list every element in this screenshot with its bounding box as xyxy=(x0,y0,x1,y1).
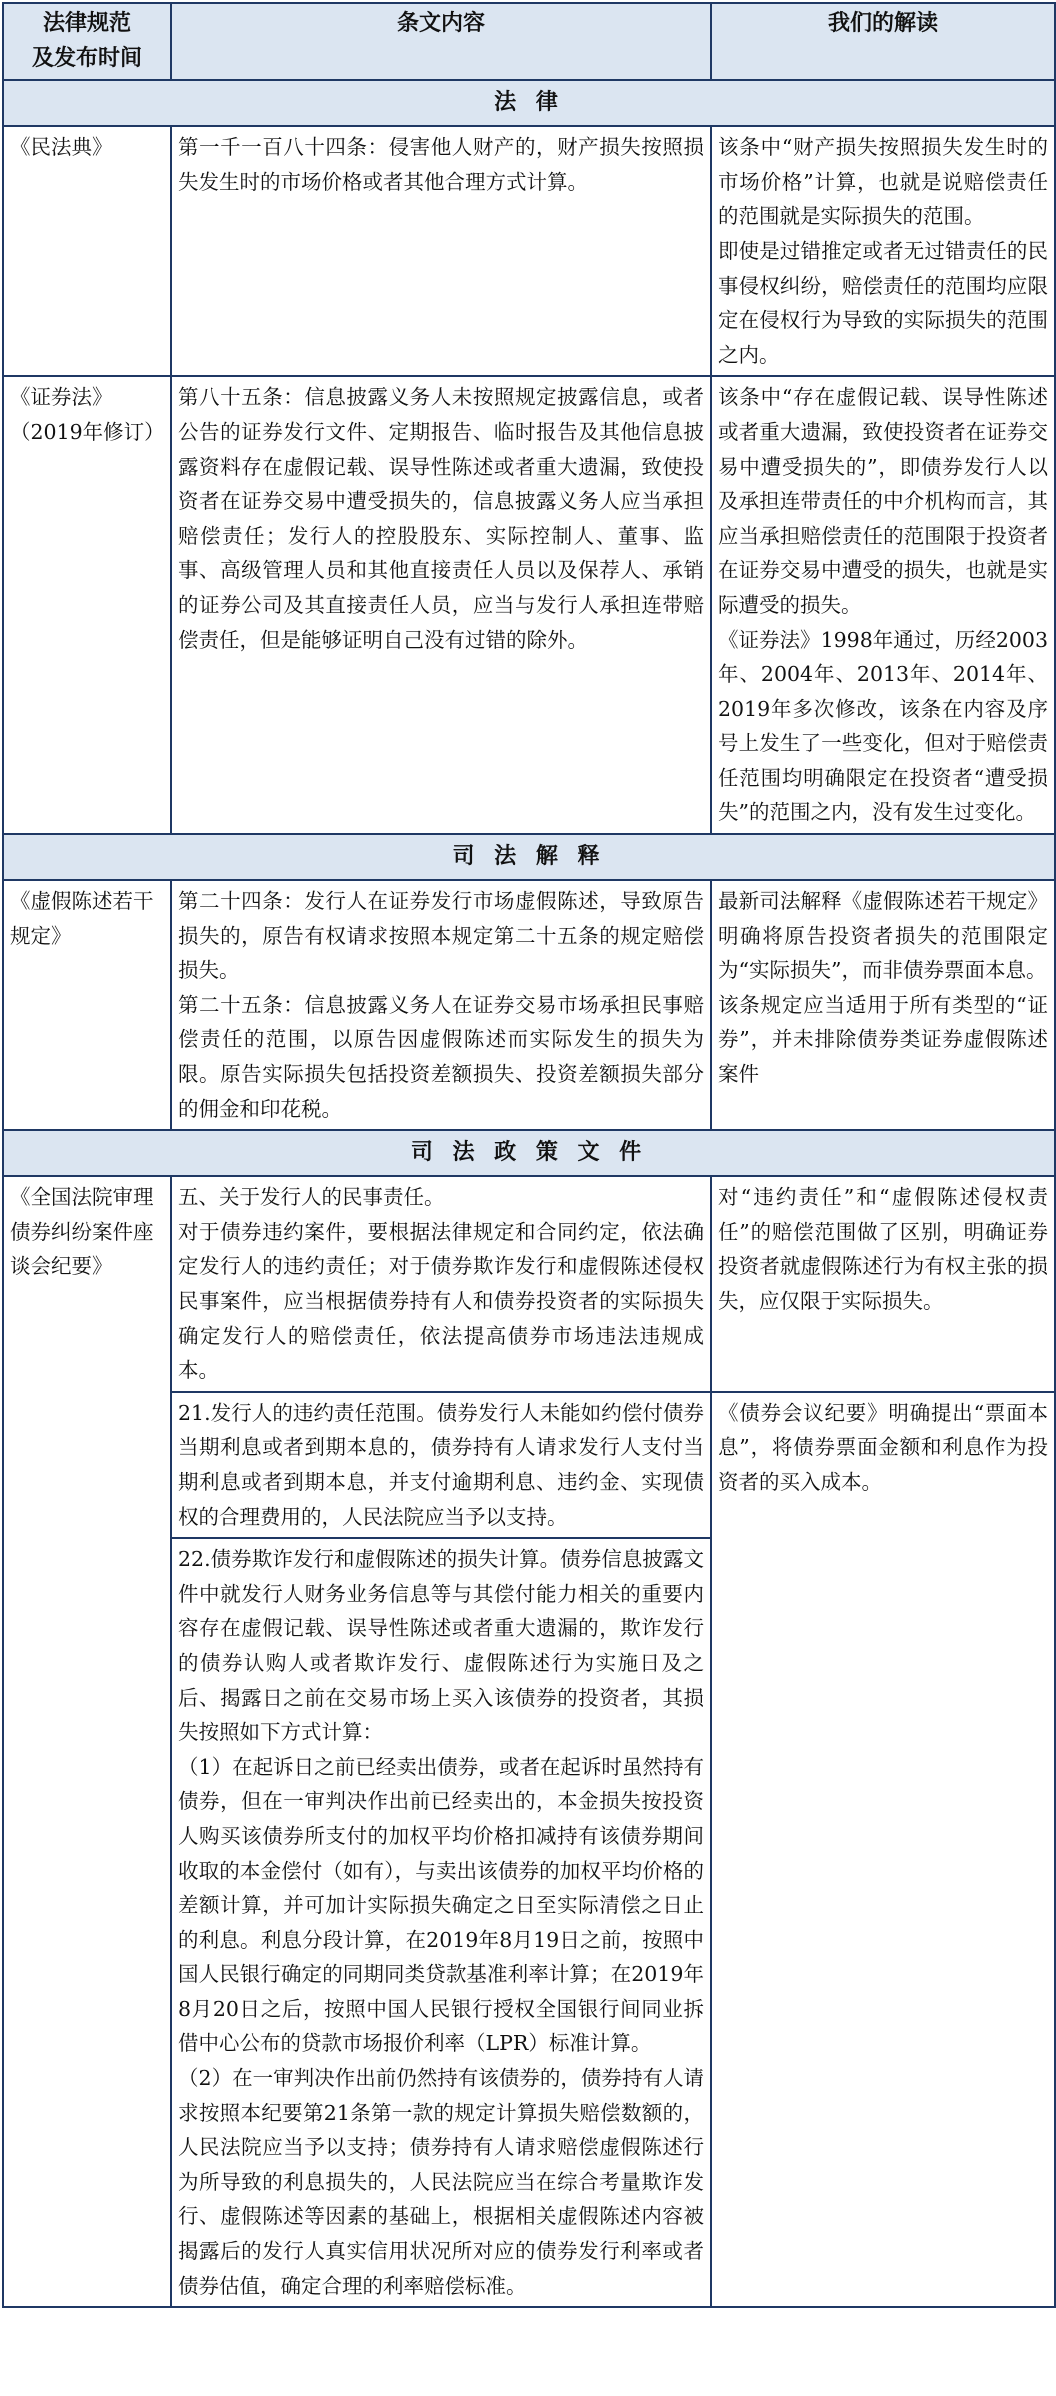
section-title: 司 法 政 策 文 件 xyxy=(3,1130,1055,1176)
interpretation-paragraph: 最新司法解释《虚假陈述若干规定》明确将原告投资者损失的范围限定为“实际损失”，而非债券票面本息。 xyxy=(718,889,1048,983)
content-paragraph: 第一千一百八十四条：侵害他人财产的，财产损失按照损失发生时的市场价格或者其他合理方式计算。 xyxy=(178,135,704,194)
law-name: 《虚假陈述若干规定》 xyxy=(3,880,171,1130)
section-row-law xyxy=(3,80,1055,126)
content-cell xyxy=(171,1176,711,1392)
section-row-judicial-interpretation xyxy=(3,834,1055,880)
content-paragraph: 第二十五条：信息披露义务人在证券交易市场承担民事赔偿责任的范围，以原告因虚假陈述而实际发生的损失为限。原告实际损失包括投资差额损失、投资差额损失部分的佣金和印花税。 xyxy=(178,992,704,1121)
regulation-table-container xyxy=(2,2,1054,2308)
interpretation-paragraph: 对“违约责任”和“虚假陈述侵权责任”的赔偿范围做了区别，明确证券投资者就虚假陈述行为有权主张的损失，应仅限于实际损失。 xyxy=(718,1185,1048,1313)
content-paragraph: 22.债券欺诈发行和虚假陈述的损失计算。债券信息披露文件中就发行人财务业务信息等与其偿付能力相关的重要内容存在虚假记载、误导性陈述或者重大遗漏的，欺诈发行的债券认购人或者欺诈发行、虚假陈述行为实施日及之后、揭露日之前在交易市场上买入该债券的投资者，其损失按照如下方式计算： xyxy=(178,1547,704,1745)
header-law-line2: 及发布时间 xyxy=(31,45,142,71)
section-title: 司 法 解 释 xyxy=(3,834,1055,880)
header-interpretation: 我们的解读 xyxy=(711,3,1055,80)
law-name: 《证券法》（2019年修订） xyxy=(3,376,171,834)
header-law xyxy=(3,3,171,80)
content-cell xyxy=(171,1392,711,1538)
table-row xyxy=(3,126,1055,376)
content-paragraph: 五、关于发行人的民事责任。 xyxy=(178,1185,445,1210)
header-law-line1: 法律规范 xyxy=(42,11,131,36)
table-row xyxy=(3,376,1055,834)
interpretation-cell xyxy=(711,376,1055,834)
content-cell xyxy=(171,376,711,834)
content-cell xyxy=(171,1538,711,2307)
table-row xyxy=(3,880,1055,1130)
content-paragraph: 第二十四条：发行人在证券发行市场虚假陈述，导致原告损失的，原告有权请求按照本规定第二十五条的规定赔偿损失。 xyxy=(178,889,704,983)
interpretation-cell xyxy=(711,1392,1055,2307)
interpretation-paragraph: 《债券会议纪要》明确提出“票面本息”，将债券票面金额和利息作为投资者的买入成本。 xyxy=(718,1400,1048,1494)
regulation-table xyxy=(2,2,1056,2308)
interpretation-paragraph: 即使是过错推定或者无过错责任的民事侵权纠纷，赔偿责任的范围均应限定在侵权行为导致的实际损失的范围之内。 xyxy=(718,238,1048,367)
interpretation-cell xyxy=(711,1176,1055,1392)
content-paragraph: （2）在一审判决作出前仍然持有该债券的，债券持有人请求按照本纪要第21条第一款的规定计算损失赔偿数额的，人民法院应当予以支持；债券持有人请求赔偿虚假陈述行为所导致的利息损失的，人民法院应当在综合考量欺诈发行、虚假陈述等因素的基础上，根据相关虚假陈述内容被揭露后的发行人真实信用状况所对应的债券发行利率或者债券估值，确定合理的利率赔偿标准。 xyxy=(178,2066,704,2298)
interpretation-paragraph: 该条规定应当适用于所有类型的“证券”，并未排除债券类证券虚假陈述案件 xyxy=(718,992,1048,1087)
header-content: 条文内容 xyxy=(171,3,711,80)
section-title: 法 律 xyxy=(3,80,1055,126)
content-paragraph: 21.发行人的违约责任范围。债券发行人未能如约偿付债券当期利息或者到期本息的，债券持有人请求发行人支付当期利息或者到期本息，并支付逾期利息、违约金、实现债权的合理费用的，人民法院应当予以支持。 xyxy=(178,1400,704,1529)
content-paragraph: 第八十五条：信息披露义务人未按照规定披露信息，或者公告的证券发行文件、定期报告、临时报告及其他信息披露资料存在虚假记载、误导性陈述或者重大遗漏，致使投资者在证券交易中遭受损失的，信息披露义务人应当承担赔偿责任；发行人的控股股东、实际控制人、董事、监事、高级管理人员和其他直接责任人员以及保荐人、承销的证券公司及其直接责任人员，应当与发行人承担连带赔偿责任，但是能够证明自己没有过错的除外。 xyxy=(178,385,704,652)
interpretation-cell xyxy=(711,880,1055,1130)
table-row xyxy=(3,1176,1055,1392)
interpretation-paragraph: 该条中“存在虚假记载、误导性陈述或者重大遗漏，致使投资者在证券交易中遭受损失的”，即债券发行人以及承担连带责任的中介机构而言，其应当承担赔偿责任的范围限于投资者在证券交易中遭受的损失，也就是实际遭受的损失。 xyxy=(718,385,1048,617)
content-paragraph: （1）在起诉日之前已经卖出债券，或者在起诉时虽然持有债券，但在一审判决作出前已经卖出的，本金损失按投资人购买该债券所支付的加权平均价格扣减持有该债券期间收取的本金偿付（如有），与卖出该债券的加权平均价格的差额计算，并可加计实际损失确定之日至实际清偿之日止的利息。利息分段计算，在2019年8月19日之前，按照中国人民银行确定的同期同类贷款基准利率计算；在2019年8月20日之后，按照中国人民银行授权全国银行间同业拆借中心公布的贷款市场报价利率（LPR）标准计算。 xyxy=(178,1754,704,2056)
section-row-judicial-policy xyxy=(3,1130,1055,1176)
content-cell xyxy=(171,126,711,376)
law-name: 《民法典》 xyxy=(3,126,171,376)
interpretation-cell xyxy=(711,126,1055,376)
table-header-row xyxy=(3,3,1055,80)
content-paragraph: 对于债券违约案件，要根据法律规定和合同约定，依法确定发行人的违约责任；对于债券欺诈发行和虚假陈述侵权民事案件，应当根据债券持有人和债券投资者的实际损失确定发行人的赔偿责任，依法提高债券市场违法违规成本。 xyxy=(178,1219,704,1383)
interpretation-paragraph: 该条中“财产损失按照损失发生时的市场价格”计算，也就是说赔偿责任的范围就是实际损失的范围。 xyxy=(718,135,1048,229)
content-cell xyxy=(171,880,711,1130)
law-name: 《全国法院审理债券纠纷案件座谈会纪要》 xyxy=(3,1176,171,2307)
interpretation-paragraph: 《证券法》1998年通过，历经2003年、2004年、2013年、2014年、2019年多次修改，该条在内容及序号上发生了一些变化，但对于赔偿责任范围均明确限定在投资者“遭受损失”的范围之内，没有发生过变化。 xyxy=(718,627,1048,825)
